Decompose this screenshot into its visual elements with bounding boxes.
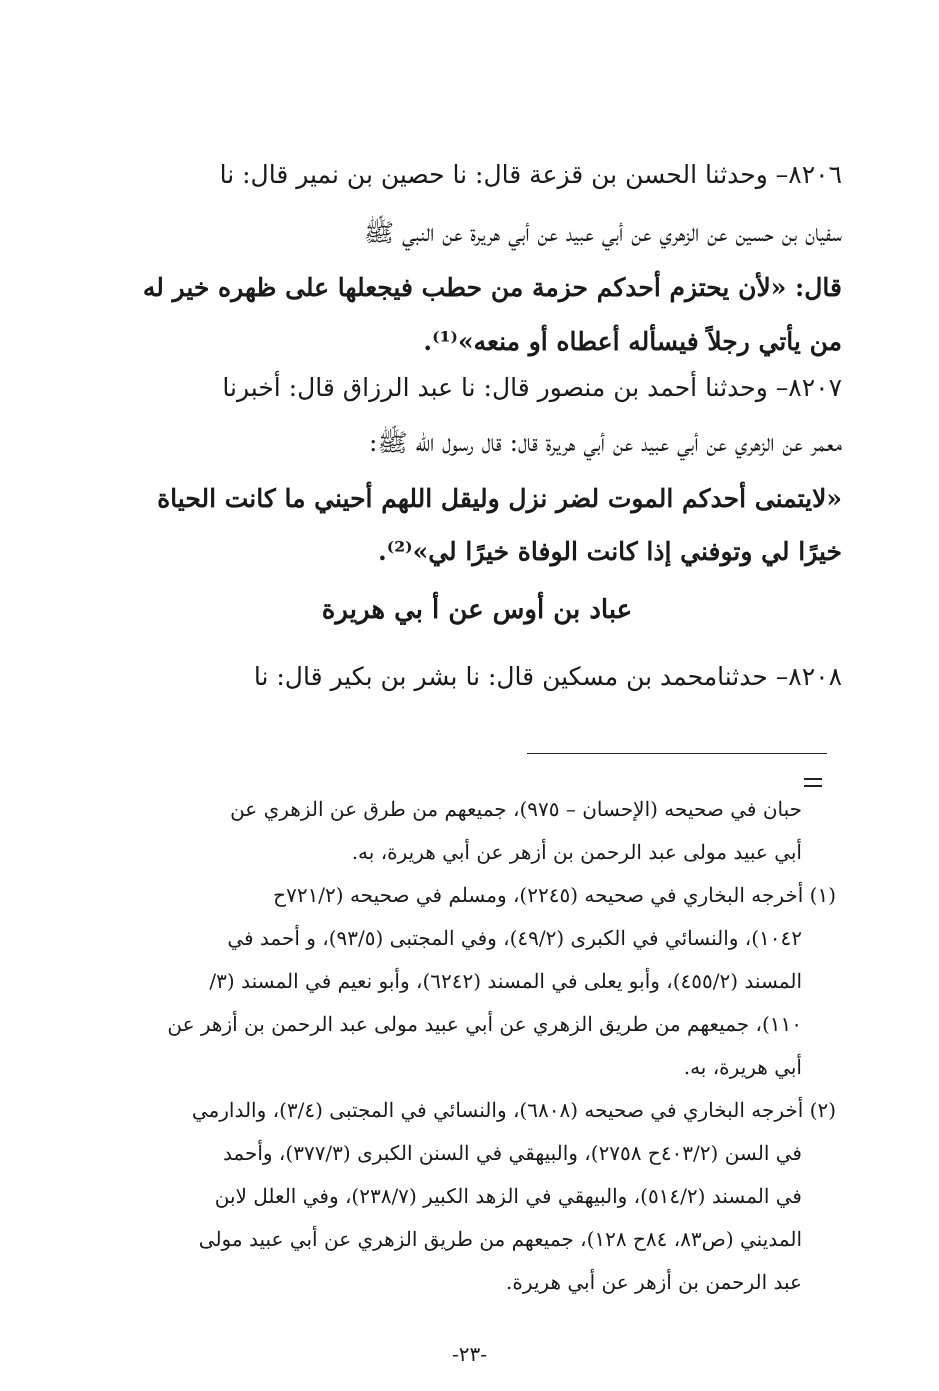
- continuation-mark: [804, 778, 822, 794]
- hadith-8207-line-4: خيرًا لي وتوفني إذا كانت الوفاة خيرًا لي»⁽²⁾.: [378, 537, 842, 566]
- footnote-2-line-5: عبد الرحمن بن أزهر عن أبي هريرة.: [505, 1270, 802, 1294]
- section-heading: عباد بن أوس عن أ بي هريرة: [321, 595, 633, 625]
- footnote-1-line-1: (١) أخرجه البخاري في صحيحه (٢٢٤٥)، ومسلم في صحيحه (٧٢١/٢ح: [273, 883, 836, 907]
- hadith-8207-line-2: معمر عن الزهري عن أبي عبيد عن أبي هريرة قال: قال رسول الله ﷺ:: [368, 428, 842, 457]
- footnote-continued-line-1: حبان في صحيحه (الإحسان – ٩٧٥)، جميعهم من طرق عن الزهري عن: [230, 797, 802, 821]
- footnote-2-line-2: في السن (٤٠٣/٢ح ٢٧٥٨)، والبيهقي في السنن الكبرى (٣٧٧/٣)، وأحمد: [222, 1141, 802, 1165]
- footnote-continued-line-2: أبي عبيد مولى عبد الرحمن بن أزهر عن أبي هريرة، به.: [351, 840, 802, 864]
- footnote-1-line-3: المسند (٤٥٥/٢)، وأبو يعلى في المسند (٦٢٤٢)، وأبو نعيم في المسند (٣/: [209, 969, 802, 993]
- footnote-2-line-3: في المسند (٥١٤/٢)، والبيهقي في الزهد الكبير (٢٣٨/٧)، وفي العلل لابن: [214, 1184, 802, 1208]
- hadith-8207-line-3: «لايتمنى أحدكم الموت لضر نزل وليقل اللهم أحيني ما كانت الحياة: [157, 484, 842, 513]
- footnote-separator: [527, 753, 827, 754]
- hadith-8206-line-1: ٨٢٠٦– وحدثنا الحسن بن قزعة قال: نا حصين بن نمير قال: نا: [219, 160, 842, 189]
- footnote-2-line-4: المديني (ص٨٣، ٨٤ح ١٢٨)، جميعهم من طريق الزهري عن أبي عبيد مولى: [198, 1227, 802, 1251]
- hadith-8208-line-1: ٨٢٠٨– حدثنامحمد بن مسكين قال: نا بشر بن بكير قال: نا: [253, 662, 842, 691]
- footnote-1-line-2: ١٠٤٢)، والنسائي في الكبرى (٤٩/٢)، وفي المجتبى (٩٣/٥)، و أحمد في: [227, 926, 802, 950]
- footnote-1-line-4: ١١٠)، جميعهم من طريق الزهري عن أبي عبيد مولى عبد الرحمن بن أزهر عن: [167, 1012, 802, 1036]
- page-number: -٢٣-: [451, 1342, 487, 1366]
- hadith-8206-line-4: من يأتي رجلاً فيسأله أعطاه أو منعه»⁽¹⁾.: [423, 327, 842, 356]
- hadith-8207-line-1: ٨٢٠٧– وحدثنا أحمد بن منصور قال: نا عبد الرزاق قال: أخبرنا: [222, 373, 842, 402]
- hadith-8206-line-2: سفيان بن حسين عن الزهري عن أبي عبيد عن أبي هريرة عن النبي ﷺ: [363, 218, 842, 247]
- hadith-8206-line-3: قال: «لأن يحتزم أحدكم حزمة من حطب فيجعلها على ظهره خير له: [142, 273, 842, 302]
- footnote-2-line-1: (٢) أخرجه البخاري في صحيحه (٦٨٠٨)، والنسائي في المجتبى (٣/٤)، والدارمي: [191, 1098, 836, 1122]
- footnote-1-line-5: أبي هريرة، به.: [683, 1055, 802, 1079]
